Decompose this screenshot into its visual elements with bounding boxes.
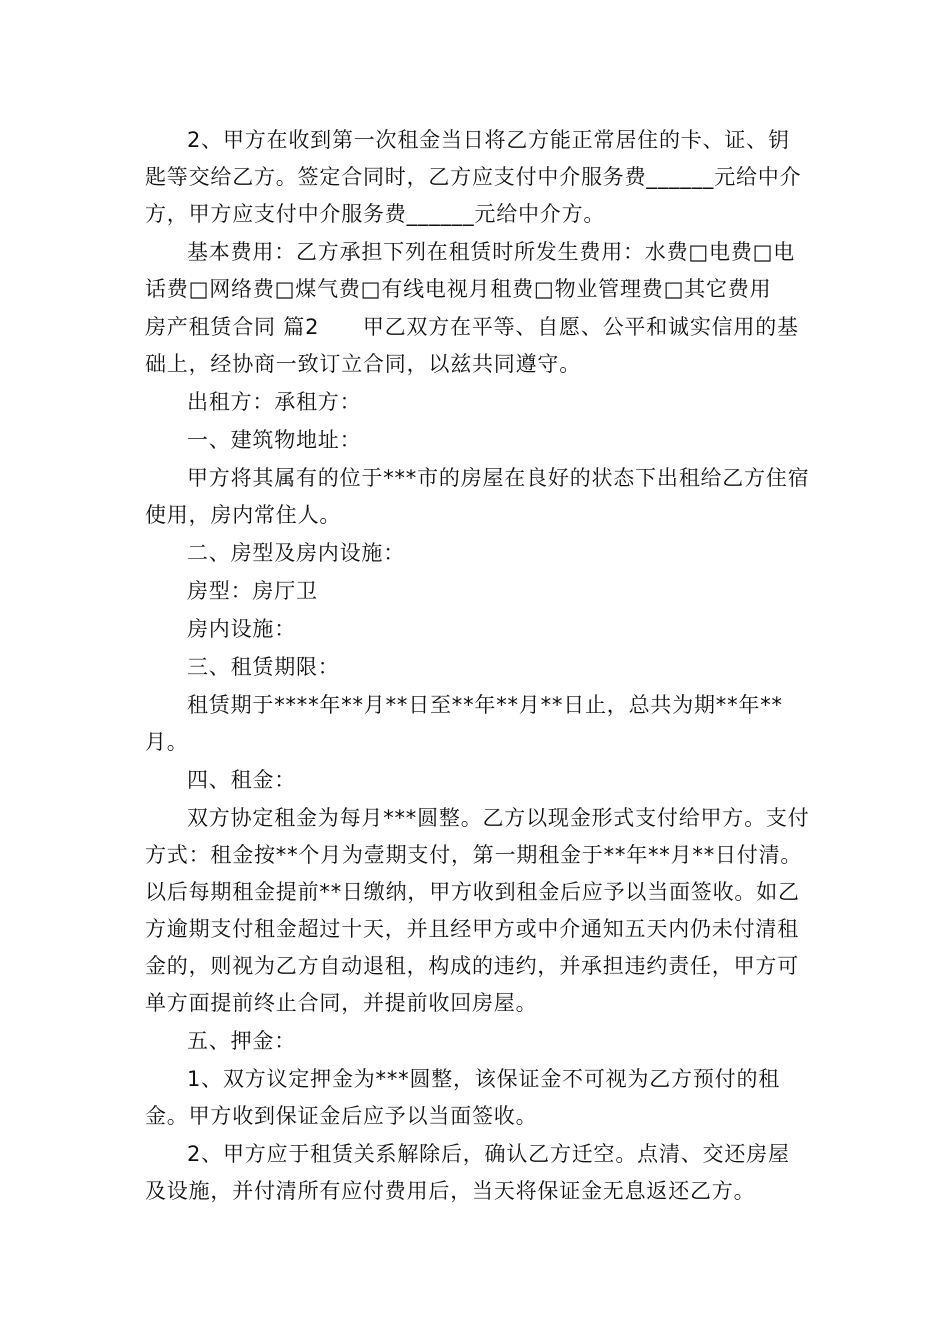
paragraph-room-type: 房型：房厅卫 — [187, 579, 318, 603]
paragraph-rent: 双方协定租金为每月***圆整。乙方以现金形式支付给甲方。支付方式：租金按**个月为壹期支付，第一期租金于**年**月**日付清。以后每期租金提前**日缴纳，甲方收到租金后应予以当面签收。如乙方逾期支付租金超过十天，并且经甲方或中介通知五天内仍未付清租金的，则视为乙方自动退租，构成的违约，并承担违约责任，甲方可单方面提前终止合同，并提前收回房屋。 — [145, 806, 810, 1015]
paragraph-key-handover: 2、甲方在收到第一次租金当日将乙方能正常居住的卡、证、钥匙等交给乙方。签定合同时，乙方应支付中介服务费______元给中介方，甲方应支付中介服务费______元给中介方。 — [145, 128, 802, 226]
heading-deposit: 五、押金： — [187, 1029, 296, 1053]
paragraph-parties: 出租方：承租方： — [187, 390, 362, 414]
paragraph-facilities: 房内设施： — [187, 617, 296, 641]
heading-room-type: 二、房型及房内设施： — [187, 541, 405, 565]
heading-rent: 四、租金： — [187, 768, 296, 792]
paragraph-building-address: 甲方将其属有的位于***市的房屋在良好的状态下出租给乙方住宿使用，房内常住人。 — [145, 466, 810, 527]
heading-lease-term: 三、租赁期限： — [187, 655, 340, 679]
paragraph-contract-2-intro: 房产租赁合同 篇2 甲乙双方在平等、自愿、公平和诚实信用的基础上，经协商一致订立合同，以兹共同遵守。 — [145, 315, 799, 376]
paragraph-deposit-2: 2、甲方应于租赁关系解除后，确认乙方迁空。点清、交还房屋及设施，并付清所有应付费用后，当天将保证金无息返还乙方。 — [145, 1142, 790, 1203]
document-body — [145, 122, 810, 1210]
paragraph-deposit-1: 1、双方议定押金为***圆整，该保证金不可视为乙方预付的租金。甲方收到保证金后应予以当面签收。 — [145, 1067, 781, 1128]
heading-building-address: 一、建筑物地址： — [187, 428, 362, 452]
paragraph-lease-term: 租赁期于****年**月**日至**年**月**日止，总共为期**年**月。 — [145, 693, 783, 754]
paragraph-basic-fees: 基本费用：乙方承担下列在租赁时所发生费用：水费□电费□电话费□网络费□煤气费□有线电视月租费□物业管理费□其它费用 — [145, 240, 796, 301]
